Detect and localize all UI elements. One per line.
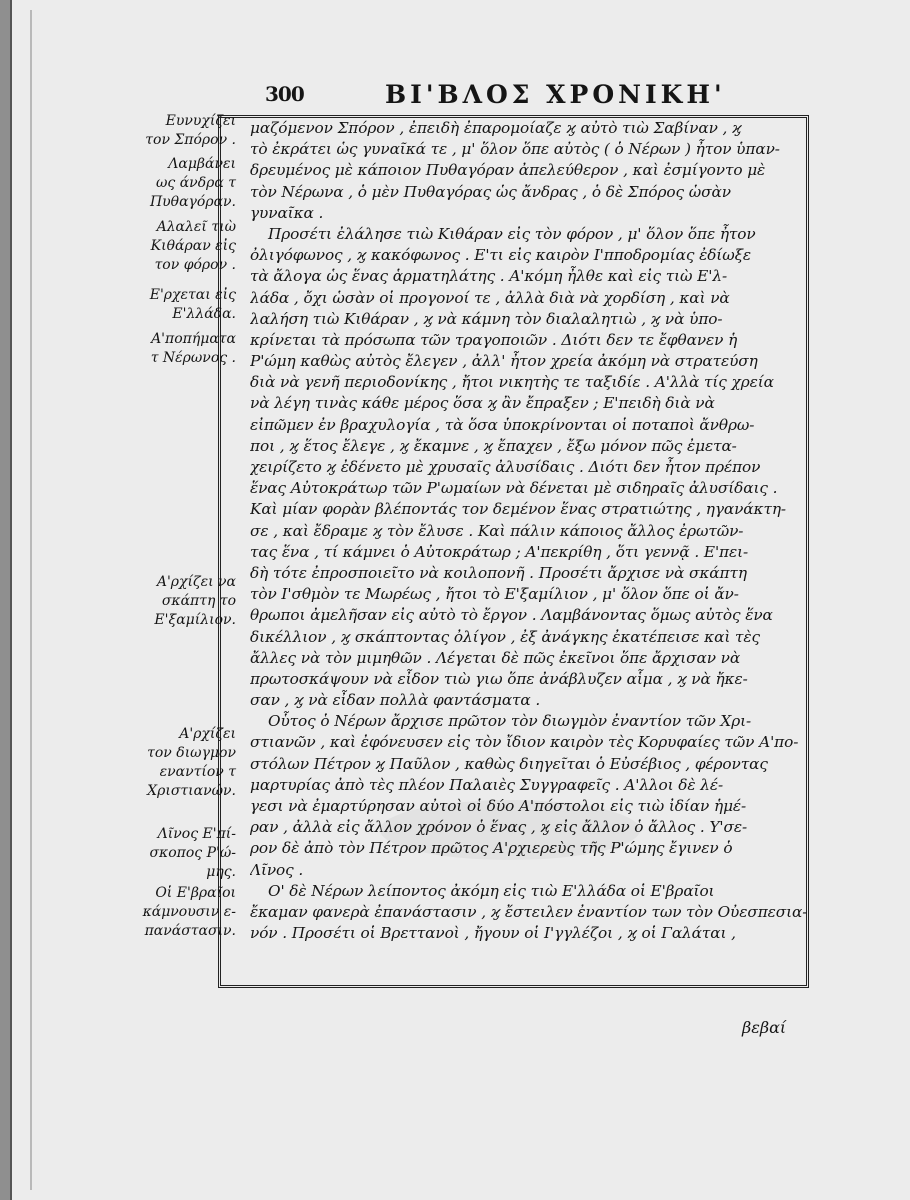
margin-note-line: Λαμβάνει — [168, 156, 236, 172]
margin-note-line: Λῖνος Ε'πί- — [157, 826, 236, 842]
margin-note — [108, 112, 236, 150]
text-line: σε , καὶ ἔδραμε ϗ τὸν ἔλυσε . Καὶ πάλιν κάποιος ἄλλος ἐρωτῶν- — [250, 521, 744, 540]
text-line: τὸν Ι'σθμὸν τε Μωρέως , ἤτοι τὸ Ε'ξαμίλιον , μ' ὅλον ὅπε οἱ ἄν- — [250, 585, 739, 604]
text-line: κρίνεται τὰ πρόσωπα τῶν τραγοποιῶν . Διότι δεν τε ἔφθανεν ἡ — [250, 330, 738, 349]
text-line: τὰ ἄλογα ὡς ἕνας ἁρματηλάτης . Α'κόμη ἦλθε καὶ εἰς τιὼ Ε'λ- — [250, 267, 728, 286]
margin-note-line: Ε'ρχεται εἰς — [149, 287, 236, 303]
margin-note-line: κάμνουσιν ε- — [142, 904, 236, 920]
text-line: στόλων Πέτρον ϗ Παῦλον , καθὼς διηγεῖται ὁ Εὐσέβιος , φέροντας — [250, 754, 768, 773]
margin-note-line: Κιθάραν εἰς — [150, 238, 236, 254]
margin-note-line: Α'ρχίζει να — [156, 574, 236, 590]
margin-note-line: Αλαλεῖ τιὼ — [156, 219, 236, 235]
running-header — [265, 82, 905, 118]
text-line: μαρτυρίας ἀπὸ τὲς πλέον Παλαιὲς Συγγραφεῖς . Α'λλοι δὲ λέ- — [250, 775, 724, 794]
margin-note — [108, 725, 236, 801]
text-line: Καὶ μίαν φορὰν βλέποντάς τον δεμένον ἕνας στρατιώτης , ηγανάκτη- — [250, 500, 786, 519]
margin-note-line: τον διωγμον — [147, 745, 236, 761]
margin-note-line: τ Νέρωνος . — [150, 350, 236, 366]
margin-note — [108, 884, 236, 941]
text-line: Ο' δὲ Νέρων λείποντος ἀκόμη εἰς τιὼ Ε'λλάδα οἱ Ε'βραῖοι — [268, 881, 715, 900]
text-line: διὰ νὰ γενῆ περιοδονίκης , ἤτοι νικητὴς τε ταξιδίε . Α'λλὰ τίς χρεία — [250, 373, 774, 392]
text-line: δικέλλιον , ϗ σκάπτοντας ὀλίγον , ἐξ ἀνάγκης ἐκατέπεισε καὶ τὲς — [250, 627, 760, 646]
text-line: δὴ τότε ἐπροσποιεῖτο νὰ κοιλοπονῆ . Προσέτι ἄρχισε νὰ σκάπτη — [250, 563, 747, 582]
text-line: πρωτοσκάψουν νὰ εἶδον τιὼ γιω ὅπε ἀνάβλυζεν αἷμα , ϗ νὰ ἤκε- — [250, 669, 748, 688]
text-line: εἰπῶμεν ἐν βραχυλογία , τὰ ὅσα ὑποκρίνονται οἱ ποταποὶ ἄνθρω- — [250, 415, 755, 434]
text-line: ἄλλες νὰ τὸν μιμηθῶν . Λέγεται δὲ πῶς ἐκεῖνοι ὅπε ἄρχισαν νὰ — [250, 648, 741, 667]
text-line: θρωποι ἀμελῆσαν εἰς αὐτὸ τὸ ἔργον . Λαμβάνοντας ὅμως αὐτὸς ἕνα — [250, 606, 773, 625]
margin-note-line: τον Σπόρον . — [145, 132, 236, 148]
margin-note — [108, 218, 236, 275]
main-text — [250, 118, 808, 986]
page-number: 300 — [265, 82, 304, 106]
text-line: ἕνας Αὐτοκράτωρ τῶν Ρ'ωμαίων νὰ δένεται μὲ σιδηραῖς ἀλυσίδαις . — [250, 479, 778, 498]
text-line: δρευμένος μὲ κάποιον Πυθαγόραν ἀπελεύθερον , καὶ ἐσμίγοντο μὲ — [250, 161, 766, 180]
running-title: ΒΙ'ΒΛΟΣ ΧΡΟΝΙΚΗ' — [385, 80, 726, 109]
text-line: τας ἕνα , τί κάμνει ὁ Αὐτοκράτωρ ; Α'πεκρίθη , ὅτι γεννᾷ . Ε'πει- — [250, 542, 749, 561]
margin-note — [108, 330, 236, 368]
page-fold-edge — [30, 10, 32, 1190]
margin-note-line: εναντίον τ — [159, 764, 236, 780]
catchword: βεβαί — [742, 1018, 787, 1037]
text-line: Οὗτος ὁ Νέρων ἄρχισε πρῶτον τὸν διωγμὸν ἐναντίον τῶν Χρι- — [268, 712, 752, 731]
margin-note — [108, 155, 236, 212]
text-line: γυναῖκα . — [250, 203, 324, 222]
text-line: νόν . Προσέτι οἱ Βρεττανοὶ , ἤγουν οἱ Ι'γγλέζοι , ϗ οἱ Γαλάται , — [250, 924, 736, 943]
text-line: ἔκαμαν φανερὰ ἐπανάστασιν , ϗ ἔστειλεν ἐναντίον των τὸν Οὐεσπεσια- — [250, 902, 808, 921]
text-line: τὸ ἐκράτει ὡς γυναῖκά τε , μ' ὅλον ὅπε αὐτὸς ( ὁ Νέρων ) ἦτον ὑπαν- — [250, 140, 780, 159]
text-line: χειρίζετο ϗ ἐδένετο μὲ χρυσαῖς ἀλυσίδαις . Διότι δεν ἦτον πρέπον — [250, 458, 761, 476]
margin-note-line: Ευνυχίζει — [165, 113, 236, 129]
margin-note-line: ως άνδρα τ — [156, 175, 236, 191]
text-line: Λῖνος . — [250, 860, 304, 879]
text-line: ποι , ϗ ἕτος ἔλεγε , ϗ ἔκαμνε , ϗ ἔπαχεν , ἔξω μόνον πῶς ἐμετα- — [250, 436, 737, 455]
margin-note-line: Οἱ Ε'βραῖοι — [155, 885, 236, 901]
text-line: ὀλιγόφωνος , ϗ κακόφωνος . Ε'τι εἰς καιρὸν Ι'πποδρομίας ἐδίωξε — [250, 246, 752, 265]
text-line: λαλήση τιὼ Κιθάραν , ϗ νὰ κάμνη τὸν διαλαλητιὼ , ϗ νὰ ὑπο- — [250, 309, 723, 328]
margin-note — [108, 573, 236, 630]
text-line: σαν , ϗ νὰ εἶδαν πολλὰ φαντάσματα . — [250, 691, 541, 710]
margin-note-line: μης. — [206, 864, 236, 880]
margin-note-line: τον φόρον . — [154, 257, 236, 273]
margin-note-line: Χριστιανών. — [147, 783, 236, 799]
text-line: Προσέτι ἐλάλησε τιὼ Κιθάραν εἰς τὸν φόρον , μ' ὅλον ὅπε ἦτον — [268, 224, 756, 243]
margin-note-line: Ε'ξαμίλιον. — [154, 612, 236, 628]
margin-note-line: σκάπτη το — [161, 593, 236, 609]
margin-note-line: Ε'λλάδα. — [172, 306, 236, 322]
text-line: στιανῶν , καὶ ἐφόνευσεν εἰς τὸν ἴδιον καιρὸν τὲς Κορυφαίες τῶν Α'πο- — [250, 733, 799, 752]
text-line: ραν , ἀλλὰ εἰς ἄλλον χρόνον ὁ ἕνας , ϗ εἰς ἄλλον ὁ ἄλλος . Υ'σε- — [250, 818, 748, 837]
margin-note-line: Πυθαγόραν. — [149, 194, 236, 210]
text-line: μαζόμενον Σπόρον , ἐπειδὴ ἐπαρομοίαζε ϗ αὐτὸ τιὼ Σαβίναν , ϗ — [250, 119, 742, 137]
text-line: λάδα , ὄχι ὡσὰν οἱ προγονοί τε , ἀλλὰ διὰ νὰ χορδίση , καὶ νὰ — [250, 288, 730, 307]
text-line: Ρ'ώμη καθὼς αὐτὸς ἔλεγεν , ἀλλ' ἦτον χρεία ἀκόμη νὰ στρατεύση — [250, 352, 758, 371]
text-line: ρον δὲ ἀπὸ τὸν Πέτρον πρῶτος Α'ρχιερεὺς τῆς Ρ'ώμης ἔγινεν ὁ — [250, 839, 733, 858]
margin-note-line: Α'ρχίζει — [179, 726, 236, 742]
text-line: τὸν Νέρωνα , ὁ μὲν Πυθαγόρας ὡς ἄνδρας , ὁ δὲ Σπόρος ὡσὰν — [250, 182, 731, 201]
text-line: νὰ λέγη τινὰς κάθε μέρος ὅσα ϗ ἂν ἔπραξεν ; Ε'πειδὴ διὰ νὰ — [250, 394, 715, 413]
margin-note-line: σκοπος Ρ'ώ- — [149, 845, 236, 861]
margin-note-line: Α'ποπήματα — [151, 331, 236, 347]
margin-note-line: πανάστασιν. — [144, 923, 236, 939]
margin-note — [108, 825, 236, 882]
margin-note — [108, 286, 236, 324]
text-line: γεσι νὰ ἐμαρτύρησαν αὐτοὶ οἱ δύο Α'πόστολοι εἰς τιὼ ἰδίαν ἡμέ- — [250, 797, 747, 815]
